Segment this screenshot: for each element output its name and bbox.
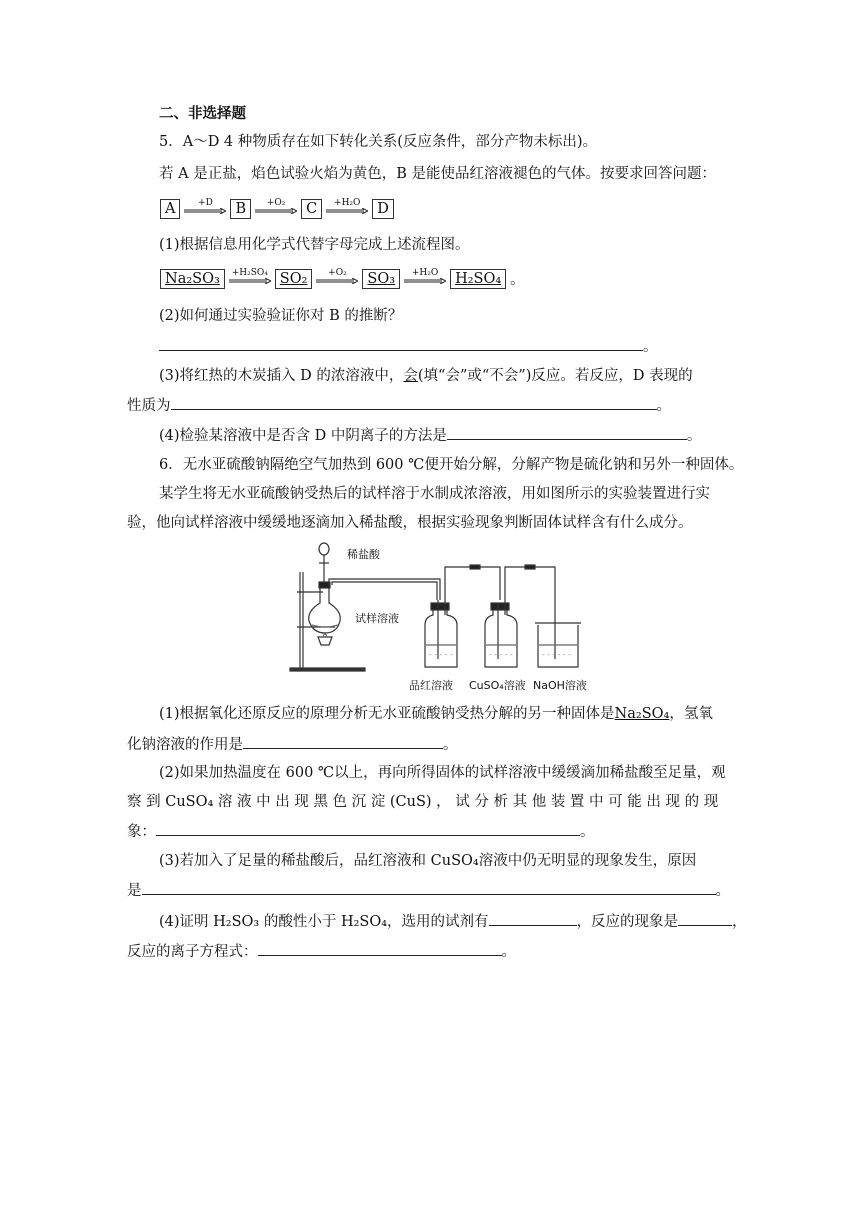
q6-part2-line3: 象： 。 xyxy=(127,821,595,842)
q5-info: 若 A 是正盐，焰色试验火焰为黄色，B 是能使品红溶液褪色的气体。按要求回答问题： xyxy=(159,166,716,182)
svg-text:- - - - -: - - - - - xyxy=(429,650,453,659)
chain-node-na2so3: Na₂SO₃ xyxy=(160,269,225,289)
q6-part1-answer: Na₂SO₄ xyxy=(614,706,670,722)
q6-part3-line2: 是 。 xyxy=(127,880,730,901)
label-bottle-1: 品红溶液 xyxy=(409,679,453,692)
label-bottle-2: CuSO₄溶液 xyxy=(469,679,526,692)
apparatus-figure xyxy=(285,537,605,697)
q5-part2: (2)如何通过实验验证你对 B 的推断？ xyxy=(159,308,403,324)
q5-chain-formulas xyxy=(158,268,525,289)
q5-part3-line1: (3)将红热的木炭插入 D 的浓溶液中，会(填“会”或“不会”)反应。若反应，D 表现的 xyxy=(159,368,693,384)
arrow-icon xyxy=(255,208,297,214)
answer-blank[interactable] xyxy=(678,911,732,926)
q5-stem: 5．A～D 4 种物质存在如下转化关系(反应条件，部分产物未标出)。 xyxy=(159,134,598,150)
svg-text:- - - - - -: - - - - - - xyxy=(542,650,571,659)
chain-node-b: B xyxy=(230,199,251,219)
chain-node-c: C xyxy=(301,199,322,219)
answer-blank[interactable] xyxy=(447,425,687,440)
chain-node-so2: SO₂ xyxy=(275,269,313,289)
chain-node-so3: SO₃ xyxy=(362,269,400,289)
chain-arrow: +H₂O xyxy=(326,199,368,219)
label-sample-solution: 试样溶液 xyxy=(355,612,399,625)
arrow-icon xyxy=(229,278,271,284)
q6-stem: 6．无水亚硫酸钠隔绝空气加热到 600 ℃便开始分解，分解产物是硫化钠和另外一种固体。 xyxy=(159,457,744,473)
chain-node-h2so4: H₂SO₄ xyxy=(450,269,506,289)
q6-stem-3: 验，他向试样溶液中缓缓地逐滴加入稀盐酸，根据实验现象判断固体试样含有什么成分。 xyxy=(127,515,693,531)
answer-blank[interactable] xyxy=(159,336,643,351)
answer-blank[interactable] xyxy=(489,911,577,926)
label-beaker: NaOH溶液 xyxy=(533,679,587,692)
answer-blank[interactable] xyxy=(258,941,502,956)
chain-arrow: +O₂ xyxy=(316,269,358,289)
q6-part4-line1: (4)证明 H₂SO₃ 的酸性小于 H₂SO₄，选用的试剂有 ，反应的现象是 ， xyxy=(159,911,747,932)
arrow-icon xyxy=(404,278,446,284)
svg-text:- - - - -: - - - - - xyxy=(489,650,513,659)
answer-blank[interactable] xyxy=(171,395,657,410)
q6-stem-2: 某学生将无水亚硫酸钠受热后的试样溶于水制成浓溶液，用如图所示的实验装置进行实 xyxy=(159,486,710,502)
chain-node-d: D xyxy=(372,199,394,219)
q5-part4: (4)检验某溶液中是否含 D 中阴离子的方法是 。 xyxy=(159,425,701,446)
q6-part1-line1: (1)根据氧化还原反应的原理分析无水亚硫酸钠受热分解的另一种固体是Na₂SO₄，氢氧 xyxy=(159,706,713,722)
chain-arrow: +D xyxy=(184,199,226,219)
answer-blank[interactable] xyxy=(156,821,580,836)
q5-part2-answer: 。 xyxy=(159,336,658,357)
q5-part1: (1)根据信息用化学式代替字母完成上述流程图。 xyxy=(159,237,470,253)
q6-part4-line2: 反应的离子方程式： 。 xyxy=(127,941,516,962)
arrow-icon xyxy=(184,208,226,214)
q5-chain-letters xyxy=(158,199,396,219)
answer-blank[interactable] xyxy=(243,734,443,749)
q5-part3-line2: 性质为 。 xyxy=(127,395,671,416)
q5-part3-answer: 会 xyxy=(403,368,418,384)
q6-part1-line2: 化钠溶液的作用是 。 xyxy=(127,734,458,755)
chain-end: 。 xyxy=(510,272,525,288)
q6-part2-line2: 察 到 CuSO₄ 溶 液 中 出 现 黑 色 沉 淀 (CuS) ， 试 分 析 其 他 装 置 中 可 能 出 现 的 现 xyxy=(127,794,719,810)
apparatus-diagram xyxy=(285,537,605,697)
chain-arrow: +H₂SO₄ xyxy=(229,269,271,289)
arrow-icon xyxy=(316,278,358,284)
q6-part3-line1: (3)若加入了足量的稀盐酸后，品红溶液和 CuSO₄溶液中仍无明显的现象发生，原因 xyxy=(159,853,697,869)
chain-node-a: A xyxy=(160,199,180,219)
label-dilute-hcl: 稀盐酸 xyxy=(347,548,380,561)
section-title: 二、非选择题 xyxy=(159,105,246,122)
arrow-icon xyxy=(326,208,368,214)
chain-arrow: +O₂ xyxy=(255,199,297,219)
answer-blank[interactable] xyxy=(142,880,716,895)
chain-arrow: +H₂O xyxy=(404,269,446,289)
q6-part2-line1: (2)如果加热温度在 600 ℃以上，再向所得固体的试样溶液中缓缓滴加稀盐酸至足量，观 xyxy=(159,765,726,781)
